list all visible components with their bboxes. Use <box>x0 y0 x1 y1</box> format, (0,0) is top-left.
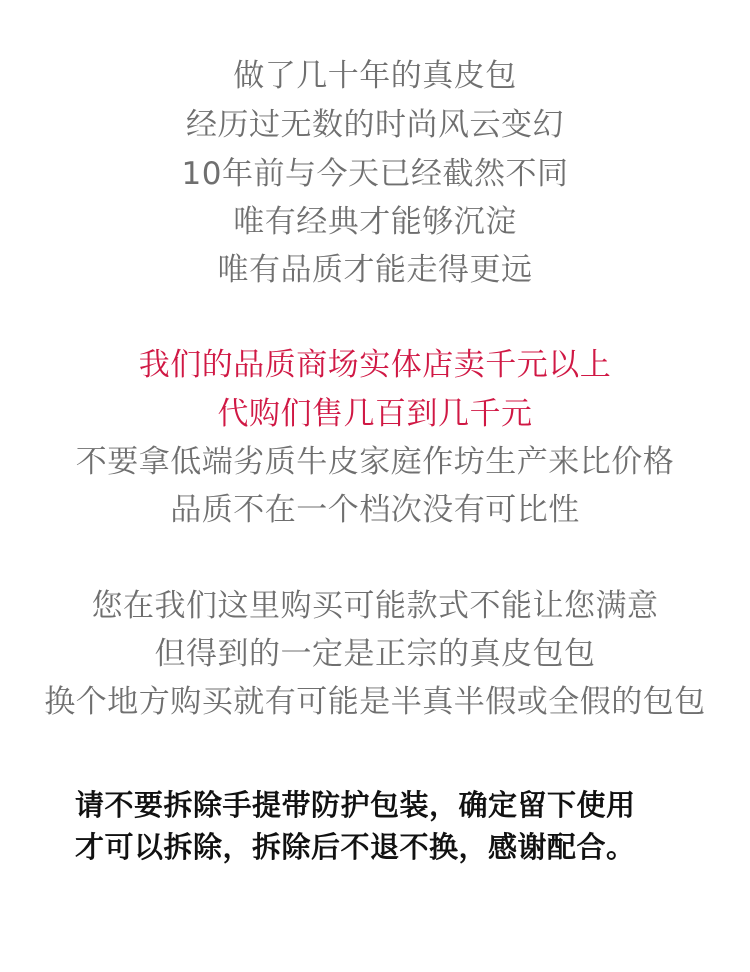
text-line-1: 做了几十年的真皮包 <box>233 58 517 94</box>
notice-line-1: 请不要拆除手提带防护包装，确定留下使用 <box>75 788 636 822</box>
text-line-3: 10年前与今天已经截然不同 <box>181 156 569 192</box>
text-line-5: 唯有品质才能走得更远 <box>217 252 533 288</box>
text-line-8: 您在我们这里购买可能款式不能让您满意 <box>91 588 659 624</box>
highlight-line-1: 我们的品质商场实体店卖千元以上 <box>138 347 612 383</box>
packaging-notice <box>75 784 715 868</box>
highlight-line-2: 代购们售几百到几千元 <box>217 396 533 432</box>
notice-line-2: 才可以拆除，拆除后不退不换，感谢配合。 <box>75 830 636 864</box>
text-line-4: 唯有经典才能够沉淀 <box>233 204 517 240</box>
text-line-2: 经历过无数的时尚风云变幻 <box>186 107 564 143</box>
text-line-7: 品质不在一个档次没有可比性 <box>170 492 580 528</box>
text-line-6: 不要拿低端劣质牛皮家庭作坊生产来比价格 <box>75 444 675 480</box>
text-line-9: 但得到的一定是正宗的真皮包包 <box>154 636 596 672</box>
text-line-10: 换个地方购买就有可能是半真半假或全假的包包 <box>44 684 706 720</box>
